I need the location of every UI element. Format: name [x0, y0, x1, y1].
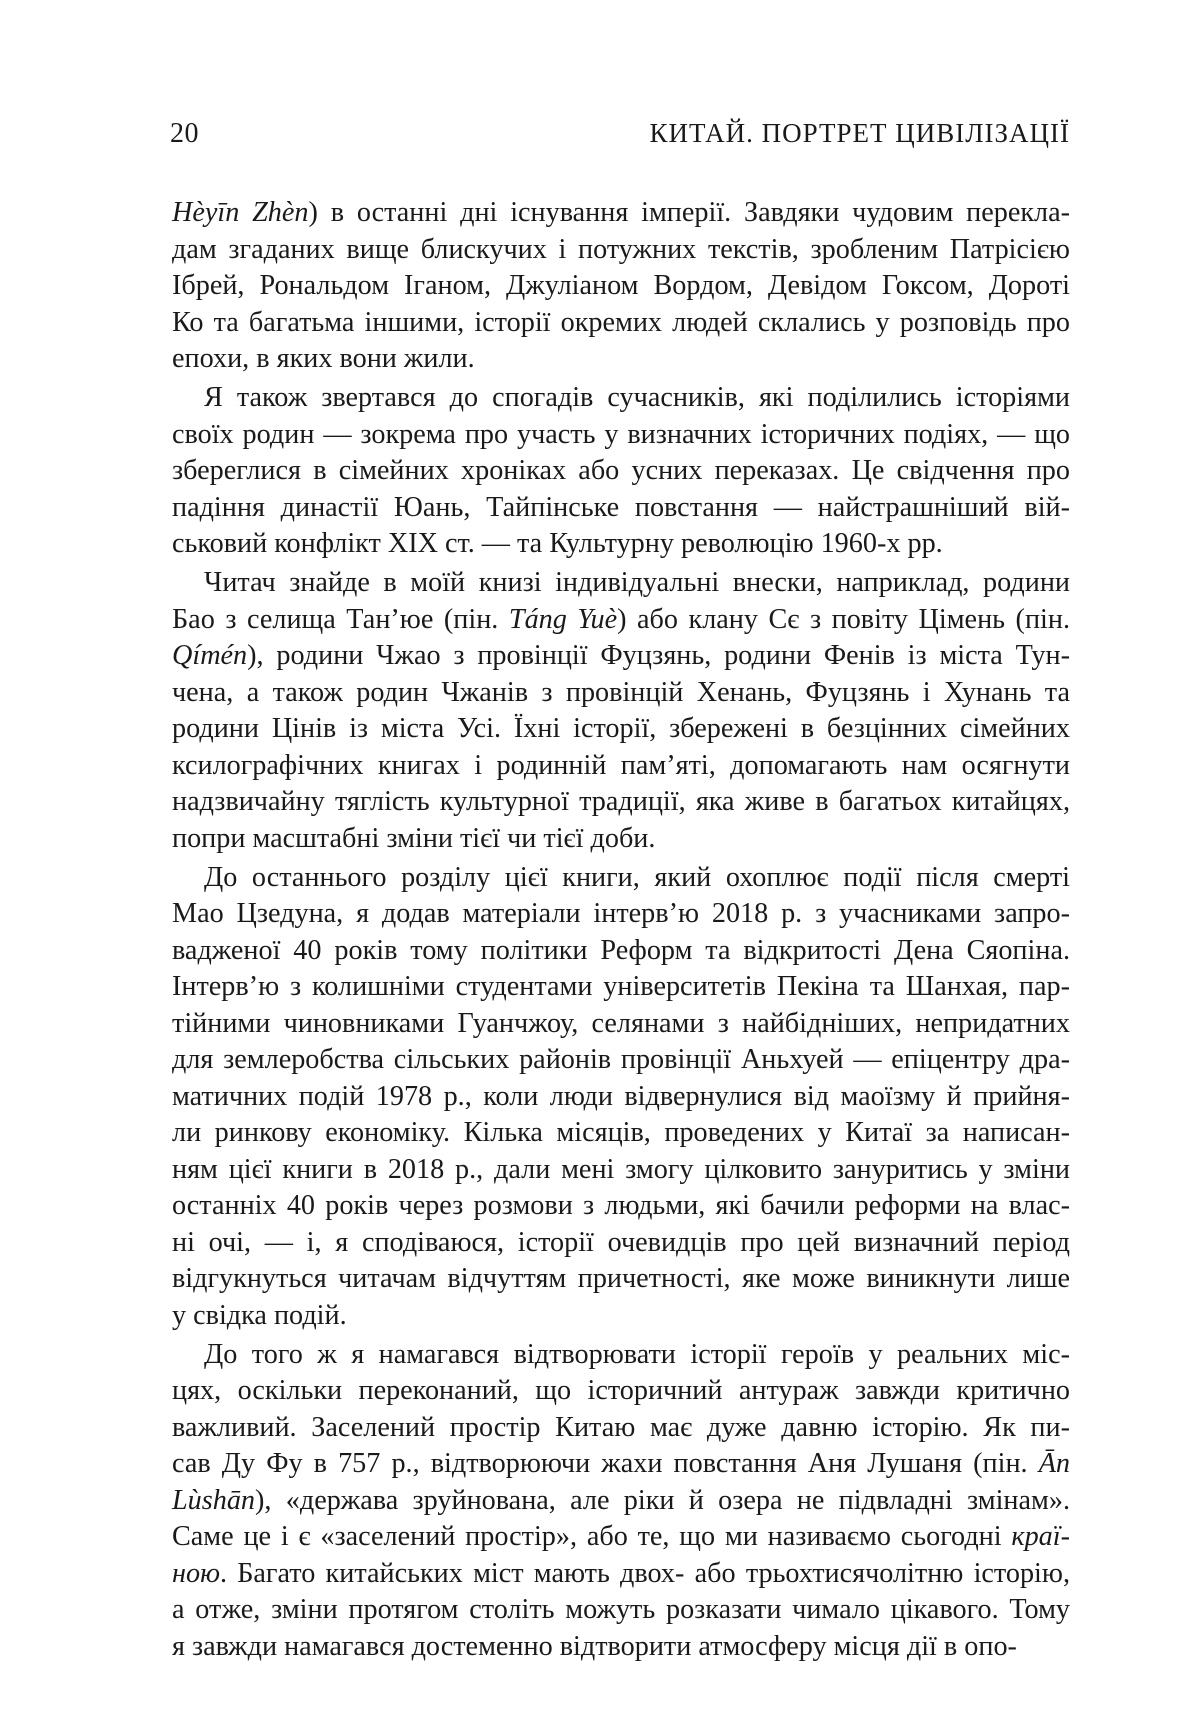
text-line: [172, 933, 1070, 970]
text-run: ням цієї книги в 2018 р., дали мені змогу цілковито зануритись у зміни: [172, 1153, 1070, 1185]
text-run: епохи, в яких вони жили.: [172, 343, 475, 374]
italic-text: Táng Yuè: [508, 603, 618, 635]
text-line: [172, 1629, 1070, 1666]
italic-text: Hèyīn Zhèn: [172, 197, 309, 228]
text-line: [172, 1446, 1070, 1483]
text-run: збереглися в сімейних хроніках або усних переказах. Це свідчення про: [172, 455, 1070, 486]
text-line: [172, 748, 1070, 785]
text-line: [172, 341, 1070, 378]
text-run: тійними чиновниками Гуанчжоу, селянами з найбідніших, непридатних: [172, 1007, 1070, 1039]
text-run: . Багато китайських міст мають двох- або трьохтисячолітню історію,: [219, 1557, 1070, 1589]
text-run: важливий. Заселений простір Китаю має дуже давню історію. Як пи-: [172, 1411, 1070, 1443]
italic-text: Lùshān: [172, 1484, 256, 1516]
text-run: ли ринкову економіку. Кілька місяців, проведених у Китаї за написан-: [172, 1117, 1070, 1148]
text-run: ськовий конфлікт XIX ст. — та Культурну революцію 1960-х рр.: [172, 528, 943, 559]
paragraph: [172, 195, 1070, 378]
text-run: Читач знайде в моїй книзі індивідуальні внески, наприклад, родини: [204, 567, 1070, 598]
text-line: [172, 268, 1070, 305]
italic-text: Ān: [1038, 1448, 1070, 1479]
text-run: а отже, зміни протягом століть можуть розказати чимало цікавого. Тому: [172, 1594, 1070, 1625]
text-line: [172, 602, 1070, 639]
text-line: [172, 490, 1070, 527]
text-line: [172, 1225, 1070, 1262]
text-run: я завжди намагався достеменно відтворити атмосферу місця дії в опо-: [172, 1630, 1017, 1662]
text-run: ), «держава зруйнована, але ріки й озера не підвладні змінам».: [255, 1484, 1070, 1516]
text-line: [172, 1592, 1070, 1629]
text-line: [172, 896, 1070, 933]
text-run: До останнього розділу цієї книги, який охоплює події після смерті: [204, 861, 1070, 893]
text-line: [172, 675, 1070, 712]
page-number: 20: [170, 118, 199, 149]
text-line: [172, 1373, 1070, 1410]
text-run: Ко та багатьма іншими, історії окремих людей склались у розповідь про: [172, 306, 1070, 338]
text-line: [172, 860, 1070, 897]
text-run: останніх 40 років через розмови з людьми, які бачили реформи на влас-: [172, 1190, 1070, 1221]
text-line: [172, 453, 1070, 490]
text-line: [172, 821, 1070, 858]
text-run: Бао з селища Тан’юе (пін.: [172, 603, 509, 635]
text-line: [172, 1483, 1070, 1520]
text-run: ні очі, — і, я сподіваюся, історії очевидців про цей визначний період: [172, 1226, 1070, 1258]
text-line: [172, 565, 1070, 602]
text-line: [172, 417, 1070, 454]
paragraph: [172, 565, 1070, 857]
italic-text: краї-: [1011, 1521, 1070, 1552]
text-run: вадженої 40 років тому політики Реформ та відкритості Дена Сяопіна.: [172, 934, 1070, 966]
text-run: родини Цінів із міста Усі. Їхні історії, збережені в безцінних сімейних: [172, 713, 1070, 744]
text-line: [172, 638, 1070, 675]
text-run: своїх родин — зокрема про участь у визначних історичних подіях, — що: [172, 418, 1070, 450]
text-run: ) в останні дні існування імперії. Завдяки чудовим перекла-: [308, 197, 1070, 228]
text-run: чена, а також родин Чжанів з провінцій Хенань, Фуцзянь і Хунань та: [172, 676, 1070, 708]
paragraph: [172, 1337, 1070, 1666]
text-line: [172, 1042, 1070, 1079]
text-line: [172, 305, 1070, 342]
text-line: [172, 1261, 1070, 1298]
text-line: [172, 1079, 1070, 1116]
text-run: падіння династії Юань, Тайпінське повстання — найстрашніший вій-: [172, 491, 1070, 523]
text-line: [172, 1556, 1070, 1593]
text-line: [172, 1519, 1070, 1556]
text-line: [172, 1152, 1070, 1189]
text-run: у свідка подій.: [172, 1299, 347, 1331]
text-line: [172, 1188, 1070, 1225]
text-run: попри масштабні зміни тієї чи тієї доби.: [172, 822, 656, 854]
text-line: [172, 711, 1070, 748]
book-title: КИТАЙ. ПОРТРЕТ ЦИВІЛІЗАЦІЇ: [649, 118, 1070, 148]
text-run: ксилографічних книгах і родинній пам’яті, допомагають нам осягнути: [172, 749, 1070, 781]
text-line: [172, 380, 1070, 417]
text-line: [172, 232, 1070, 269]
text-run: Саме це і є «заселений простір», або те, що ми називаємо сьогодні: [172, 1521, 1012, 1552]
text-line: [172, 195, 1070, 232]
text-run: для землеробства сільських районів провінції Аньхуей — епіцентру дра-: [172, 1044, 1070, 1075]
paragraph: [172, 380, 1070, 563]
text-run: ) або клану Сє з повіту Цімень (пін.: [617, 603, 1070, 635]
running-head: [170, 118, 1070, 158]
text-line: [172, 969, 1070, 1006]
text-run: Я також звертався до спогадів сучасників, які поділились історіями: [204, 382, 1070, 413]
text-run: До того ж я намагався відтворювати історії героїв у реальних міс-: [204, 1338, 1070, 1370]
text-run: відгукнуться читачам відчуттям причетності, яке може виникнути лише: [172, 1263, 1070, 1294]
paragraph: [172, 860, 1070, 1335]
text-line: [172, 1115, 1070, 1152]
text-line: [172, 1337, 1070, 1374]
text-run: Мао Цзедуна, я додав матеріали інтерв’ю 2018 р. з учасниками запро-: [172, 898, 1070, 929]
text-run: Ібрей, Рональдом Іганом, Джуліаном Вордом, Девідом Гоксом, Дороті: [172, 270, 1070, 301]
text-run: дам згаданих вище блискучих і потужних текстів, зробленим Патрісією: [172, 233, 1070, 265]
italic-text: Qímén: [172, 640, 248, 671]
text-run: матичних подій 1978 р., коли люди відвернулися від маоїзму й прийня-: [172, 1080, 1070, 1112]
text-line: [172, 1298, 1070, 1335]
text-run: надзвичайну тяглість культурної традиції, яка живе в багатьох китайцях,: [172, 786, 1070, 817]
text-line: [172, 1410, 1070, 1447]
text-run: Інтерв’ю з колишніми студентами університетів Пекіна та Шанхая, пар-: [172, 971, 1070, 1002]
italic-text: ною: [172, 1557, 220, 1589]
text-run: цях, оскільки переконаний, що історичний антураж завжди критично: [172, 1375, 1070, 1406]
text-line: [172, 526, 1070, 563]
body-text: [172, 195, 1070, 1668]
text-run: сав Ду Фу в 757 р., відтворюючи жахи повстання Аня Лушаня (пін.: [172, 1448, 1039, 1479]
text-run: ), родини Чжао з провінції Фуцзянь, родини Фенів із міста Тун-: [247, 640, 1070, 671]
text-line: [172, 1006, 1070, 1043]
text-line: [172, 784, 1070, 821]
